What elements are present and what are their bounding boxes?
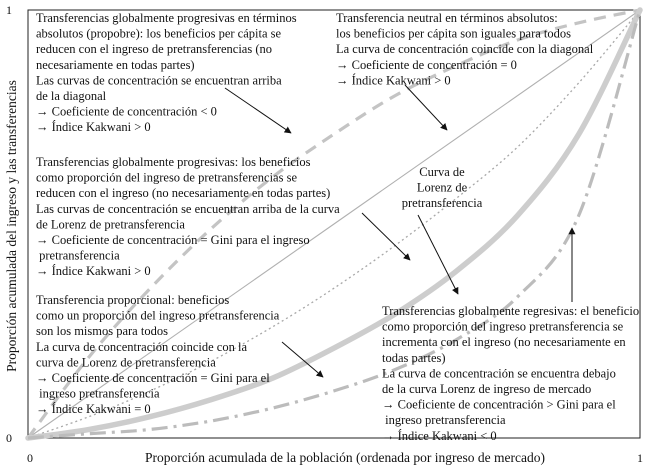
annotation-line: La curva de concentración coincide con la <box>36 339 247 354</box>
annotation-line: Las curvas de concentración se encuentran arriba <box>36 73 282 88</box>
annotation-line: los beneficios per cápita son iguales para todos <box>336 26 571 41</box>
annotation-line: como proporción del ingreso pretransferencia se <box>382 319 624 334</box>
annotation-line: → Índice Kakwani > 0 <box>336 73 451 88</box>
annotation-line: → Índice Kakwani > 0 <box>36 120 151 135</box>
annotation-line: ingreso pretransferencia <box>382 413 506 428</box>
annotation-line: pretransferencia <box>36 248 120 263</box>
y-axis-label: Proporción acumulada del ingreso y las transferencias <box>4 80 19 372</box>
annotation-line: de la diagonal <box>36 89 107 103</box>
x-tick-label: 1 <box>637 451 643 465</box>
annotation-line: necesariamente en todas partes) <box>36 57 195 72</box>
annotation-absolute-progressive <box>36 11 297 134</box>
annotation-line: → Coeficiente de concentración = 0 <box>336 57 517 72</box>
annotation-line: incrementa con el ingreso (no necesariamente en <box>382 335 626 350</box>
annotation-line: Transferencias globalmente progresivas en términos <box>36 11 297 25</box>
annotation-line: → Coeficiente de concentración = Gini para el <box>36 371 270 385</box>
annotation-line: todas partes) <box>382 350 446 365</box>
arrow-absolute-progressive <box>225 88 291 133</box>
annotation-line: reducen con el ingreso de pretransferencias (no <box>36 42 272 57</box>
annotation-proportional <box>36 293 280 416</box>
annotation-line: La curva de concentración se encuentra debajo <box>382 366 616 381</box>
arrow-relative-progressive <box>362 213 410 260</box>
annotation-line: → Coeficiente de concentración < 0 <box>36 104 217 119</box>
y-tick-label: 1 <box>6 3 12 17</box>
annotation-line: son los mismos para todos <box>36 324 168 339</box>
annotation-line: absolutos (propobre): los beneficios per cápita se <box>36 26 282 41</box>
annotation-line: → Índice Kakwani > 0 <box>36 264 151 279</box>
y-tick-label: 0 <box>6 431 12 445</box>
annotation-line: → Índice Kakwani = 0 <box>36 402 151 417</box>
annotation-line: Transferencias globalmente progresivas: los beneficios <box>36 155 311 169</box>
annotation-line: ingreso pretransferencia <box>36 386 160 401</box>
annotation-neutral <box>336 11 594 87</box>
annotation-line: de la curva Lorenz de ingreso de mercado <box>382 382 592 396</box>
annotation-line: Transferencias globalmente regresivas: el beneficio <box>382 304 640 318</box>
annotation-line: como proporción del ingreso de pretransferencias se <box>36 170 298 185</box>
annotation-line: Las curvas de concentración se encuentran arriba de la curva <box>36 201 340 216</box>
annotation-line: Curva de <box>419 165 465 179</box>
arrow-neutral <box>405 85 447 130</box>
annotation-regressive <box>382 304 639 443</box>
annotation-line: La curva de concentración coincide con la diagonal <box>336 42 594 57</box>
annotation-line: curva de Lorenz de pretransferencia <box>36 355 216 370</box>
annotation-line: → Coeficiente de concentración > Gini para el <box>382 397 616 412</box>
annotation-line: pretransferencia <box>401 196 483 211</box>
annotation-relative-progressive <box>36 155 340 278</box>
x-axis-label: Proporción acumulada de la población (ordenada por ingreso de mercado) <box>145 450 545 465</box>
annotation-line: Transferencia proporcional: beneficios <box>36 293 230 307</box>
annotation-line: → Coeficiente de concentración = Gini para el ingreso <box>36 233 310 247</box>
annotation-line: Lorenz de <box>416 180 468 195</box>
annotation-line: Transferencia neutral en términos absolutos: <box>336 11 558 25</box>
annotation-line: de Lorenz de pretransferencia <box>36 217 185 232</box>
annotation-line: como un proporción del ingreso pretransferencia <box>36 308 280 323</box>
annotation-line: reducen con el ingreso (no necesariamente en todas partes) <box>36 186 331 201</box>
annotation-line: → Índice Kakwani < 0 <box>382 428 497 443</box>
x-tick-label: 0 <box>27 451 33 465</box>
